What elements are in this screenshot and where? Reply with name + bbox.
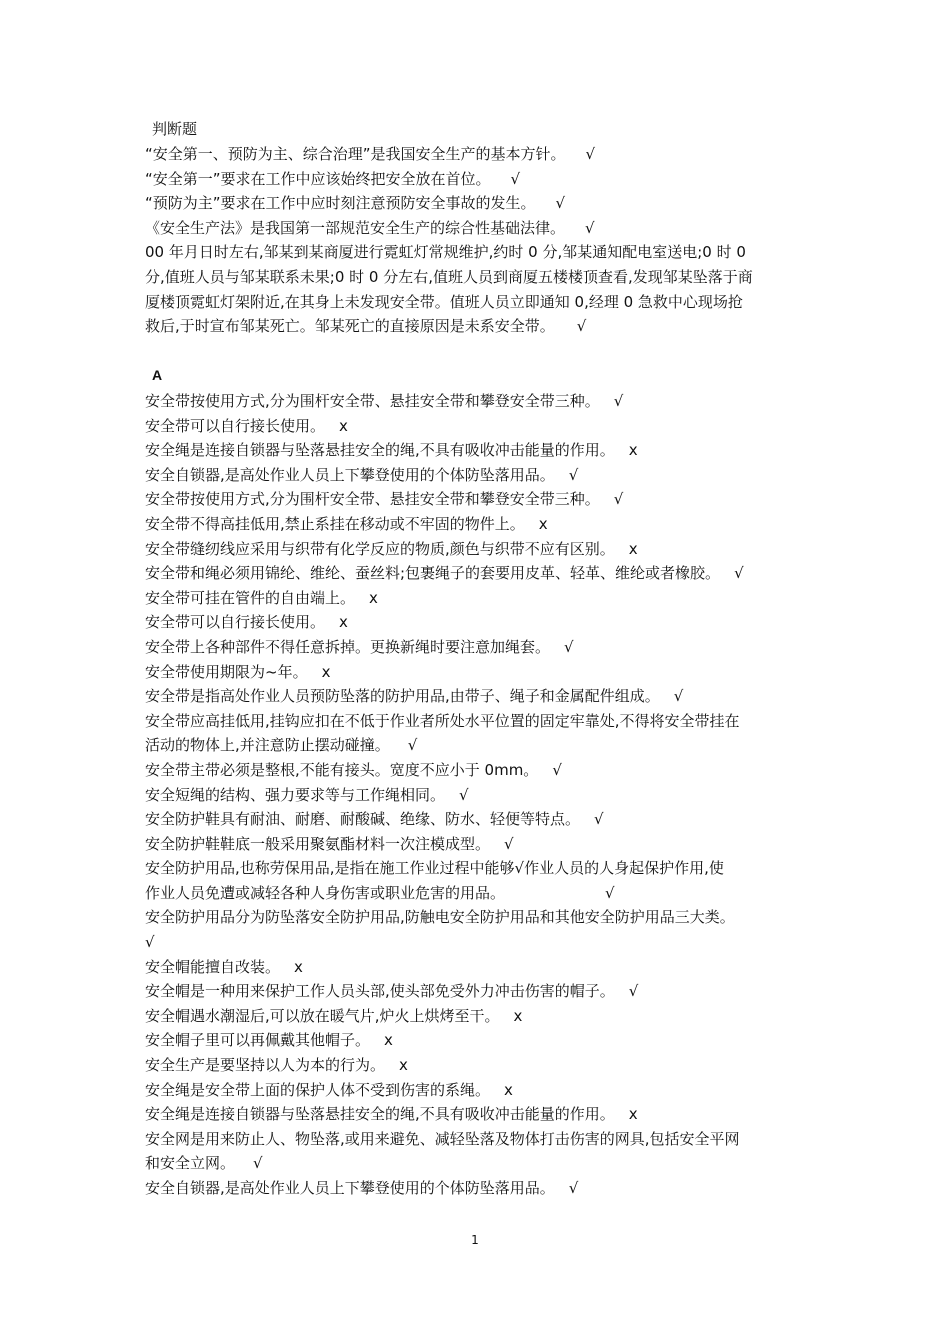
statement-text: 《安全生产法》是我国第一部规范安全生产的综合性基础法律。 xyxy=(145,218,566,237)
question-text: 安全带主带必须是整根,不能有接头。宽度不应小于 0mm。 xyxy=(145,760,539,779)
question-line xyxy=(145,635,815,660)
question-text: 安全带可挂在管件的自由端上。 xyxy=(145,588,356,607)
answer-mark: √ xyxy=(564,637,574,656)
question-text: 安全带不得高挂低用,禁止系挂在移动或不牢固的物件上。 xyxy=(145,514,525,533)
question-line xyxy=(145,1176,815,1201)
answer-mark: x xyxy=(321,662,331,681)
case-line: 分,值班人员与邹某联系未果;0 时 0 分左右,值班人员到商厦五楼楼顶查看,发现邹某坠落于商 xyxy=(145,267,753,286)
question-line xyxy=(145,1102,815,1127)
question-text: 安全带上各种部件不得任意拆掉。更换新绳时要注意加绳套。 xyxy=(145,637,551,656)
question-line xyxy=(145,881,815,906)
answer-mark: √ xyxy=(407,736,418,755)
case-line: 00 年月日时左右,邹某到某商厦进行霓虹灯常规维护,约时 0 分,邹某通知配电室送电;0 时 0 xyxy=(145,243,746,262)
section-heading: A xyxy=(152,367,163,383)
question-line xyxy=(145,438,815,463)
statement-line xyxy=(145,191,815,216)
question-text: 安全带使用期限为~年。 xyxy=(145,662,308,681)
answer-mark: √ xyxy=(555,194,566,213)
question-line xyxy=(145,979,815,1004)
question-line xyxy=(145,660,815,685)
statement-text: “安全第一”要求在工作中应该始终把安全放在首位。 xyxy=(145,169,491,188)
question-line xyxy=(145,684,815,709)
case-line: 厦楼顶霓虹灯架附近,在其身上未发现安全带。值班人员立即通知 0,经理 0 急救中心现场抢 xyxy=(145,292,743,311)
statement-line xyxy=(145,142,815,167)
question-text: 安全带是指高处作业人员预防坠落的防护用品,由带子、绳子和金属配件组成。 xyxy=(145,687,660,706)
answer-mark: √ xyxy=(673,687,684,706)
question-line: 安全防护用品分为防坠落安全防护用品,防触电安全防护用品和其他安全防护用品三大类。 xyxy=(145,908,735,927)
question-line: 安全带应高挂低用,挂钩应扣在不低于作业者所处水平位置的固定牢靠处,不得将安全带挂在 xyxy=(145,711,740,730)
question-line xyxy=(145,610,815,635)
question-line xyxy=(145,1078,815,1103)
answer-mark: √ xyxy=(510,169,521,188)
statement-text: “安全第一、预防为主、综合治理”是我国安全生产的基本方针。 xyxy=(145,145,566,163)
question-line xyxy=(145,1151,815,1176)
statement-text: “预防为主”要求在工作中应时刻注意预防安全事故的发生。 xyxy=(145,194,536,213)
question-text: 安全带可以自行接长使用。 xyxy=(145,416,326,435)
question-line: 安全网是用来防止人、物坠落,或用来避免、减轻坠落及物体打击伤害的网具,包括安全平网 xyxy=(145,1129,740,1148)
question-text: 安全带和绳必须用锦纶、维纶、蚕丝料;包裹绳子的套要用皮革、轻革、维纶或者橡胶。 xyxy=(145,564,721,583)
answer-mark: x xyxy=(628,1105,638,1124)
question-text: 安全绳是安全带上面的保护人体不受到伤害的系绳。 xyxy=(145,1080,491,1099)
question-line xyxy=(145,586,815,611)
question-text: 安全绳是连接自锁器与坠落悬挂安全的绳,不具有吸收冲击能量的作用。 xyxy=(145,1105,615,1124)
question-text: 安全带按使用方式,分为围杆安全带、悬挂安全带和攀登安全带三种。 xyxy=(145,392,600,410)
answer-mark: √ xyxy=(568,465,579,484)
question-text: 安全带可以自行接长使用。 xyxy=(145,613,326,632)
question-list xyxy=(145,389,815,1201)
answer-mark: √ xyxy=(459,785,469,804)
case-paragraph xyxy=(145,240,815,338)
question-line xyxy=(145,758,815,783)
question-line xyxy=(145,1004,815,1029)
question-line xyxy=(145,733,815,758)
question-text: 和安全立网。 xyxy=(145,1154,236,1173)
answer-mark: √ xyxy=(613,490,624,509)
answer-mark: x xyxy=(339,613,348,632)
question-line xyxy=(145,807,815,832)
question-line xyxy=(145,783,815,808)
answer-mark: x xyxy=(294,957,303,976)
answer-mark: x xyxy=(513,1006,523,1025)
question-line xyxy=(145,463,815,488)
question-text: 作业人员免遭或减轻各种人身伤害或职业危害的用品。 xyxy=(145,883,506,902)
page-number: 1 xyxy=(471,1233,479,1247)
case-line-text: 救后,于时宣布邹某死亡。邹某死亡的直接原因是未系安全带。 xyxy=(145,317,555,336)
question-text: 安全绳是连接自锁器与坠落悬挂安全的绳,不具有吸收冲击能量的作用。 xyxy=(145,441,615,460)
question-line xyxy=(145,389,815,414)
question-text: 安全带按使用方式,分为围杆安全带、悬挂安全带和攀登安全带三种。 xyxy=(145,490,600,509)
question-text: 安全帽是一种用来保护工作人员头部,使头部免受外力冲击伤害的帽子。 xyxy=(145,982,615,1001)
answer-mark: x xyxy=(399,1056,408,1075)
answer-mark: √ xyxy=(585,145,596,163)
answer-mark: x xyxy=(339,416,348,435)
question-line: 安全防护用品,也称劳保用品,是指在施工作业过程中能够√作业人员的人身起保护作用,使 xyxy=(145,859,724,878)
doc-title: 判断题 xyxy=(152,120,198,138)
answer-mark: √ xyxy=(734,564,744,583)
question-text: 安全帽遇水潮湿后,可以放在暖气片,炉火上烘烤至干。 xyxy=(145,1006,500,1025)
answer-mark: x xyxy=(538,514,548,533)
answer-mark: x xyxy=(369,588,378,607)
answer-mark: √ xyxy=(576,317,587,336)
answer-mark: x xyxy=(504,1080,513,1099)
question-line xyxy=(145,1053,815,1078)
question-line xyxy=(145,1028,815,1053)
answer-mark: √ xyxy=(568,1179,579,1197)
answer-mark: x xyxy=(628,539,638,558)
answer-mark: x xyxy=(628,441,638,460)
question-text: 安全带缝纫线应采用与织带有化学反应的物质,颜色与织带不应有区别。 xyxy=(145,539,615,558)
question-text: 安全防护鞋具有耐油、耐磨、耐酸碱、绝缘、防水、轻便等特点。 xyxy=(145,810,581,829)
question-line xyxy=(145,487,815,512)
question-line xyxy=(145,512,815,537)
question-text: 安全防护鞋鞋底一般采用聚氨酯材料一次注模成型。 xyxy=(145,834,491,853)
answer-mark: √ xyxy=(253,1154,263,1173)
case-line xyxy=(145,314,815,339)
question-line xyxy=(145,537,815,562)
answer-mark: √ xyxy=(552,760,562,779)
intro-block xyxy=(145,142,815,339)
question-line xyxy=(145,955,815,980)
question-line xyxy=(145,832,815,857)
question-line xyxy=(145,561,815,586)
answer-mark: √ xyxy=(504,834,514,853)
question-text: 安全帽能擅自改装。 xyxy=(145,957,281,976)
question-text: 活动的物体上,并注意防止摆动碰撞。 xyxy=(145,736,390,755)
answer-mark: √ xyxy=(628,982,639,1001)
statement-line xyxy=(145,216,815,241)
answer-mark: √ xyxy=(613,392,624,410)
question-text: 安全生产是要坚持以人为本的行为。 xyxy=(145,1056,386,1075)
statement-line xyxy=(145,167,815,192)
question-text: 安全短绳的结构、强力要求等与工作绳相同。 xyxy=(145,785,446,804)
question-text: 安全自锁器,是高处作业人员上下攀登使用的个体防坠落用品。 xyxy=(145,465,555,484)
question-line xyxy=(145,414,815,439)
question-text: 安全自锁器,是高处作业人员上下攀登使用的个体防坠落用品。 xyxy=(145,1179,555,1197)
question-text: 安全帽子里可以再佩戴其他帽子。 xyxy=(145,1031,371,1050)
answer-mark: √ xyxy=(585,218,595,237)
answer-mark: √ xyxy=(145,933,155,952)
answer-mark: √ xyxy=(594,810,604,829)
answer-mark: √ xyxy=(605,883,615,902)
answer-mark: x xyxy=(384,1031,393,1050)
